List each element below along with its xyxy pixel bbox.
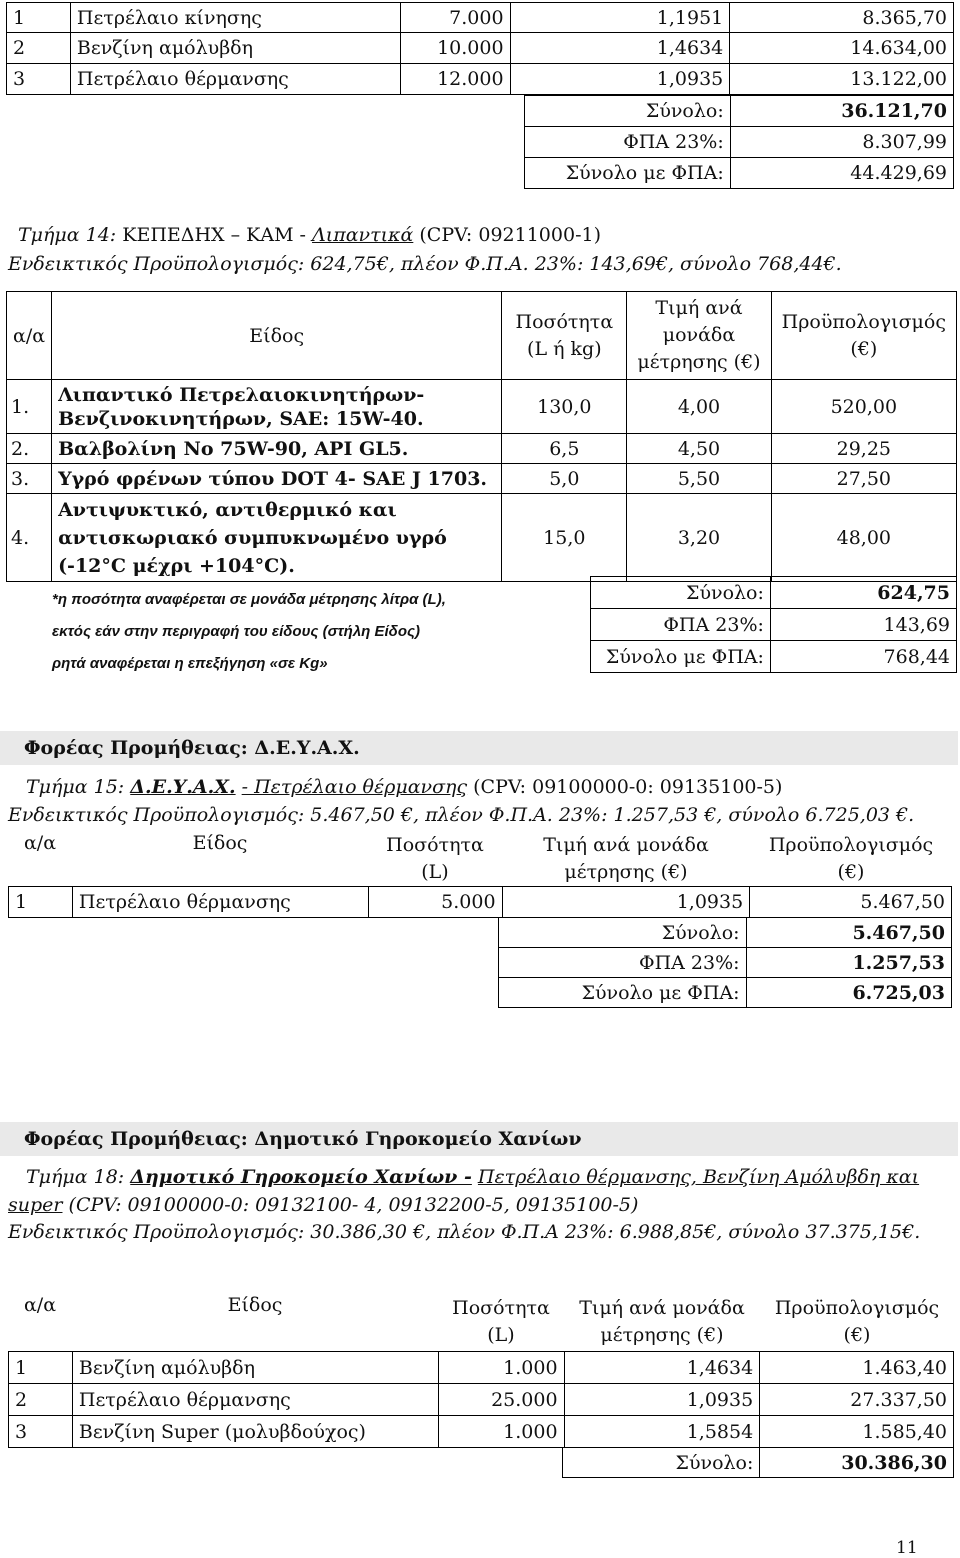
col-item: Είδος	[192, 832, 248, 854]
col-qty-unit: (L)	[487, 1324, 515, 1346]
row-item: Βενζίνη αμόλυβδη	[72, 1352, 438, 1384]
col-budget-unit: (€)	[843, 1324, 871, 1346]
subtotal-value: 5.467,50	[746, 918, 951, 948]
col-qty	[502, 292, 627, 380]
table-row	[9, 1416, 954, 1448]
supplier-bar-nursing-home	[0, 1122, 958, 1156]
subtotal-label: Σύνολο:	[499, 918, 747, 948]
col-price-line: μονάδα	[662, 324, 736, 346]
subtotal-value: 624,75	[770, 577, 956, 609]
row-item: Πετρέλαιο θέρμανσης	[72, 1384, 438, 1416]
row-total: 29,25	[771, 434, 956, 464]
section-14-budget: Ενδεικτικός Προϋπολογισμός: 624,75€, πλέον Φ.Π.Α. 23%: 143,69€, σύνολο 768,44€.	[8, 253, 842, 275]
vat-value: 143,69	[770, 609, 956, 641]
section-18-title-cont	[8, 1194, 638, 1216]
col-price-line: Τιμή ανά μονάδα	[579, 1297, 745, 1319]
section-14-buyer: ΚΕΠΕΔΗΧ – ΚΑΜ -	[122, 224, 306, 246]
row-number: 2.	[7, 434, 52, 464]
col-price-line: μέτρησης (€)	[600, 1324, 724, 1346]
grand-total-label: Σύνολο με ΦΠΑ:	[591, 641, 771, 673]
table-row	[7, 64, 954, 95]
subtotal-label: Σύνολο:	[525, 96, 731, 127]
row-item: Πετρέλαιο θέρμανσης	[70, 64, 400, 95]
table-row	[9, 1352, 954, 1384]
col-budget	[750, 832, 952, 886]
row-total: 1.585,40	[760, 1416, 954, 1448]
col-price	[627, 292, 771, 380]
subtotal-label: Σύνολο:	[591, 577, 771, 609]
row-number: 3.	[7, 464, 52, 494]
row-number: 1	[9, 1352, 73, 1384]
col-qty-unit: (L)	[421, 861, 449, 883]
row-item: Βενζίνη Super (μολυβδούχος)	[72, 1416, 438, 1448]
vat-label: ΦΠΑ 23%:	[499, 948, 747, 978]
table-row	[9, 887, 952, 918]
totals-13	[524, 95, 954, 189]
supplier-label: Φορέας Προμήθειας: Δ.Ε.Υ.Α.Χ.	[24, 737, 360, 759]
section-15-label: Τμήμα 15:	[26, 776, 125, 798]
section-18-label: Τμήμα 18:	[26, 1166, 125, 1188]
col-item: Είδος	[227, 1294, 283, 1316]
row-total: 520,00	[771, 380, 956, 434]
row-total: 48,00	[771, 494, 956, 582]
row-price: 1,4634	[510, 33, 730, 64]
col-budget-line: Προϋπολογισμός	[768, 834, 934, 856]
row-price: 1,0935	[502, 887, 750, 918]
row-item-line: αντισκωριακό συμπυκνωμένο υγρό	[58, 526, 447, 549]
row-price: 1,0935	[510, 64, 730, 95]
table-row	[7, 3, 954, 33]
grand-total-value: 44.429,69	[730, 158, 953, 189]
col-price-line: μέτρησης (€)	[637, 351, 761, 373]
section-18-title	[26, 1166, 919, 1188]
totals-15	[498, 917, 952, 1008]
table-header	[7, 292, 957, 380]
subtotal-value: 30.386,30	[760, 1448, 954, 1478]
lubricants-table	[6, 291, 957, 582]
page-number: 11	[896, 1538, 918, 1558]
row-item	[52, 494, 502, 582]
row-qty: 10.000	[400, 33, 510, 64]
note-line: εκτός εάν στην περιγραφή του είδους (στήλη Είδος)	[52, 623, 420, 640]
row-qty: 130,0	[502, 380, 627, 434]
row-qty: 5,0	[502, 464, 627, 494]
col-budget-unit: (€)	[850, 337, 878, 360]
row-price: 3,20	[627, 494, 771, 582]
row-item-line: Λιπαντικό Πετρελαιοκινητήρων-	[58, 383, 425, 406]
col-price-line: Τιμή ανά μονάδα	[543, 834, 709, 856]
col-price	[564, 1294, 760, 1350]
section-14-label: Τμήμα 14:	[18, 224, 117, 246]
row-total: 27.337,50	[760, 1384, 954, 1416]
row-number: 1	[7, 3, 71, 33]
col-price-line: μέτρησης (€)	[564, 861, 688, 883]
row-item-line: Αντιψυκτικό, αντιθερμικό και	[58, 498, 397, 521]
row-price: 1,1951	[510, 3, 730, 33]
table-row	[7, 33, 954, 64]
grand-total-value: 6.725,03	[746, 978, 951, 1008]
heating-oil-table	[8, 832, 952, 886]
section-18-subject: Πετρέλαιο θέρμανσης, Βενζίνη Αμόλυβδη και	[477, 1166, 920, 1188]
col-budget	[760, 1294, 954, 1350]
row-price: 4,50	[627, 434, 771, 464]
note-line: ρητά αναφέρεται η επεξήγηση «σε Kg»	[52, 655, 328, 672]
row-number: 1.	[7, 380, 52, 434]
heating-oil-row-table	[8, 886, 952, 918]
quantity-note	[52, 584, 446, 680]
section-15-buyer: Δ.Ε.Υ.Α.Χ.	[130, 776, 236, 798]
fuel-table-13	[6, 2, 954, 95]
col-budget-unit: (€)	[837, 861, 865, 883]
table-row	[7, 380, 957, 434]
section-18-cpv: (CPV: 09100000-0: 09132100- 4, 09132200-5, 09135100-5)	[68, 1194, 639, 1216]
row-number: 2	[7, 33, 71, 64]
section-14-subject: Λιπαντικά	[312, 224, 414, 246]
col-qty-line: Ποσότητα	[515, 310, 614, 333]
row-total: 1.463,40	[760, 1352, 954, 1384]
col-qty	[368, 832, 502, 886]
subtotal-value: 36.121,70	[730, 96, 953, 127]
section-14-cpv: (CPV: 09211000-1)	[419, 224, 601, 246]
row-qty: 1.000	[438, 1352, 564, 1384]
col-price-line: Τιμή ανά	[655, 297, 743, 319]
section-15-title	[26, 776, 782, 798]
row-qty: 1.000	[438, 1416, 564, 1448]
row-item: Πετρέλαιο θέρμανσης	[72, 887, 368, 918]
nursing-home-header	[8, 1294, 954, 1350]
section-15-budget: Ενδεικτικός Προϋπολογισμός: 5.467,50 €, πλέον Φ.Π.Α. 23%: 1.257,53 €, σύνολο 6.725,03 €.	[8, 804, 915, 826]
section-14-title	[18, 224, 601, 246]
row-item-line: Βενζινοκινητήρων, SAE: 15W-40.	[58, 407, 424, 430]
row-total: 27,50	[771, 464, 956, 494]
vat-value: 8.307,99	[730, 127, 953, 158]
vat-value: 1.257,53	[746, 948, 951, 978]
table-row	[7, 434, 957, 464]
section-18-budget: Ενδεικτικός Προϋπολογισμός: 30.386,30 €, πλέον Φ.Π.Α 23%: 6.988,85€, σύνολο 37.375,15€.	[8, 1221, 921, 1243]
col-item: Είδος	[52, 292, 502, 380]
col-price	[502, 832, 750, 886]
section-18-buyer: Δημοτικό Γηροκομείο Χανίων -	[130, 1166, 472, 1188]
row-price: 5,50	[627, 464, 771, 494]
table-row	[9, 1384, 954, 1416]
table-row	[7, 464, 957, 494]
col-qty-line: Ποσότητα	[386, 834, 484, 856]
vat-label: ΦΠΑ 23%:	[591, 609, 771, 641]
vat-label: ΦΠΑ 23%:	[525, 127, 731, 158]
totals-18	[562, 1447, 954, 1478]
col-qty-unit: (L ή kg)	[527, 337, 602, 360]
table-header	[8, 832, 952, 886]
row-qty: 6,5	[502, 434, 627, 464]
row-total: 8.365,70	[730, 3, 954, 33]
table-header	[8, 1294, 954, 1350]
supplier-bar-deyax	[0, 731, 958, 765]
col-no: α/α	[23, 832, 57, 854]
row-qty: 12.000	[400, 64, 510, 95]
row-qty: 7.000	[400, 3, 510, 33]
row-number: 1	[9, 887, 73, 918]
grand-total-label: Σύνολο με ΦΠΑ:	[525, 158, 731, 189]
nursing-home-table	[8, 1351, 954, 1448]
subtotal-label: Σύνολο:	[563, 1448, 760, 1478]
row-item: Υγρό φρένων τύπου DOT 4- SAE J 1703.	[52, 464, 502, 494]
row-item	[52, 380, 502, 434]
note-line: *η ποσότητα αναφέρεται σε μονάδα μέτρησης λίτρα (L),	[52, 591, 446, 608]
col-qty	[438, 1294, 564, 1350]
row-number: 3	[9, 1416, 73, 1448]
row-total: 14.634,00	[730, 33, 954, 64]
row-number: 4.	[7, 494, 52, 582]
row-qty: 5.000	[368, 887, 502, 918]
row-total: 5.467,50	[750, 887, 952, 918]
col-qty-line: Ποσότητα	[452, 1297, 550, 1319]
table-row	[7, 494, 957, 582]
row-item: Βενζίνη αμόλυβδη	[70, 33, 400, 64]
section-15-subject: - Πετρέλαιο θέρμανσης	[241, 776, 468, 798]
section-18-subject-cont: super	[8, 1194, 63, 1216]
row-item: Βαλβολίνη Νο 75W-90, API GL5.	[52, 434, 502, 464]
grand-total-value: 768,44	[770, 641, 956, 673]
col-no: α/α	[23, 1294, 57, 1316]
row-number: 2	[9, 1384, 73, 1416]
col-budget-line: Προϋπολογισμός	[781, 310, 946, 333]
row-total: 13.122,00	[730, 64, 954, 95]
row-price: 1,4634	[564, 1352, 760, 1384]
col-no: α/α	[7, 292, 52, 380]
grand-total-label: Σύνολο με ΦΠΑ:	[499, 978, 747, 1008]
row-price: 1,0935	[564, 1384, 760, 1416]
row-qty: 15,0	[502, 494, 627, 582]
row-item: Πετρέλαιο κίνησης	[70, 3, 400, 33]
row-number: 3	[7, 64, 71, 95]
totals-14	[590, 576, 957, 673]
col-budget-line: Προϋπολογισμός	[774, 1297, 940, 1319]
row-item-line: (-12°C μέχρι +104°C).	[58, 554, 295, 577]
row-qty: 25.000	[438, 1384, 564, 1416]
supplier-label: Φορέας Προμήθειας: Δημοτικό Γηροκομείο Χανίων	[24, 1128, 582, 1150]
row-price: 1,5854	[564, 1416, 760, 1448]
section-15-cpv: (CPV: 09100000-0: 09135100-5)	[473, 776, 783, 798]
row-price: 4,00	[627, 380, 771, 434]
col-budget	[771, 292, 956, 380]
